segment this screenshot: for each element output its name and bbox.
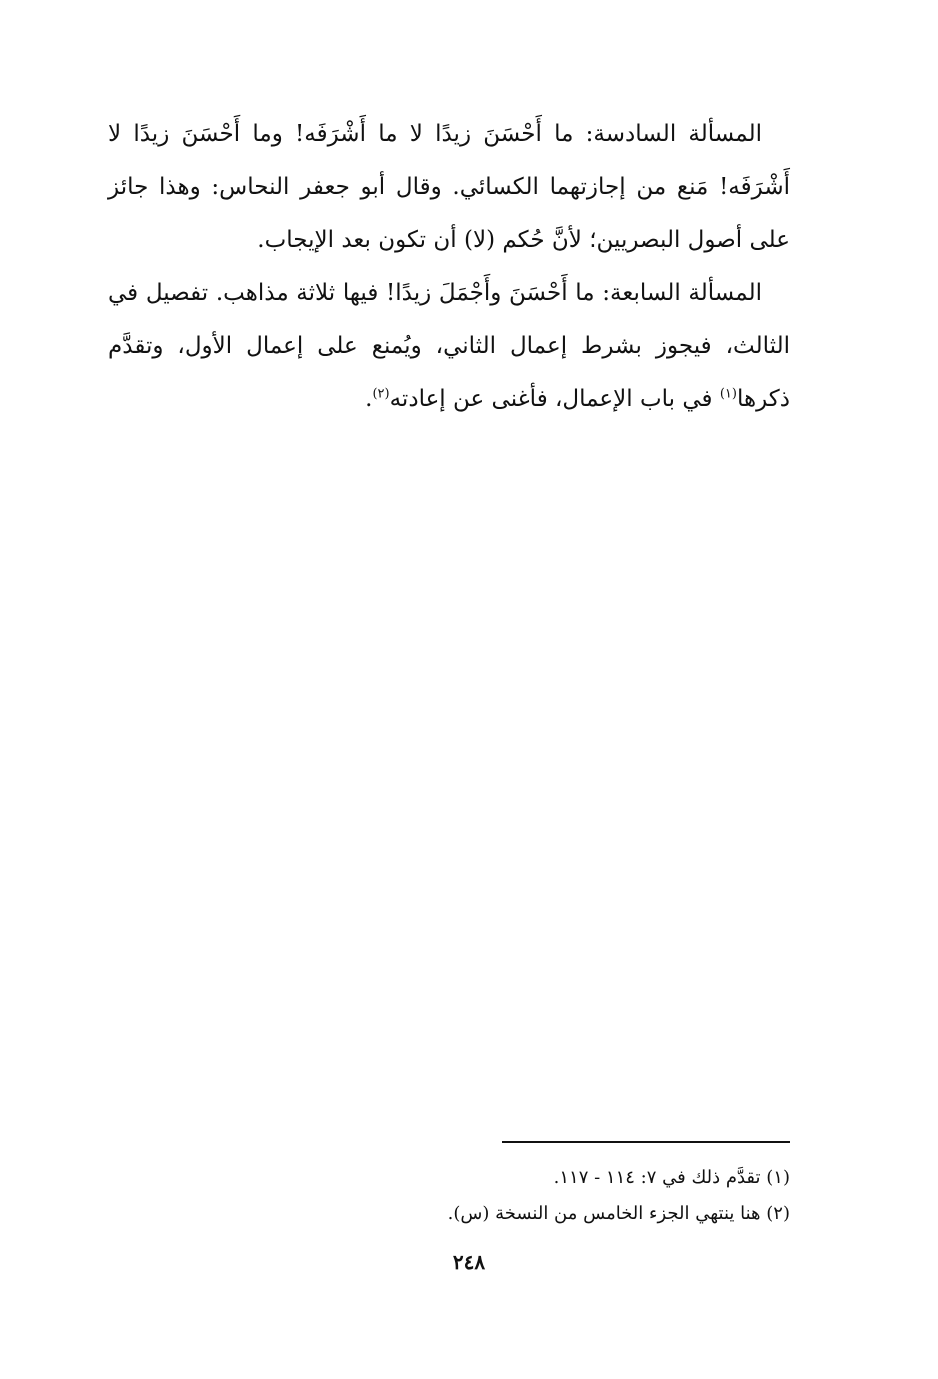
footnote-reference-1: (١) — [719, 386, 737, 402]
footnotes — [108, 1160, 790, 1232]
paragraph-2-end: . — [365, 386, 373, 412]
footnote-2: (٢) هنا ينتهي الجزء الخامس من النسخة (س). — [447, 1203, 790, 1224]
page-number: ٢٤٨ — [452, 1250, 486, 1274]
paragraph-2-text-b: في باب الإعمال، فأغنى عن إعادته — [389, 386, 720, 412]
paragraph-2-text-a: المسألة السابعة: ما أَحْسَنَ وأَجْمَلَ زيدًا! فيها ثلاثة مذاهب. تفصيل في الثالث، فيجوز بشرط إعمال الثاني، ويُمنع على إعمال الأول، وتقدَّم ذكرها — [108, 280, 790, 412]
paragraph-1-text: المسألة السادسة: ما أَحْسَنَ زيدًا لا ما أَشْرَفَه! وما أَحْسَنَ زيدًا لا أَشْرَفَه! مَنع من إجازتهما الكسائي. وقال أبو جعفر النحاس: وهذا جائز على أصول البصريين؛ لأنَّ حُكم (لا) أن تكون بعد الإيجاب. — [108, 121, 790, 253]
footnote-1: (١) تقدَّم ذلك في ٧: ١١٤ - ١١٧. — [553, 1167, 790, 1188]
main-text — [108, 108, 790, 426]
paragraph-sixth-question — [108, 108, 790, 267]
paragraph-seventh-question — [108, 267, 790, 426]
footnote-reference-2: (٢) — [372, 386, 390, 402]
footnote-divider — [502, 1141, 790, 1143]
